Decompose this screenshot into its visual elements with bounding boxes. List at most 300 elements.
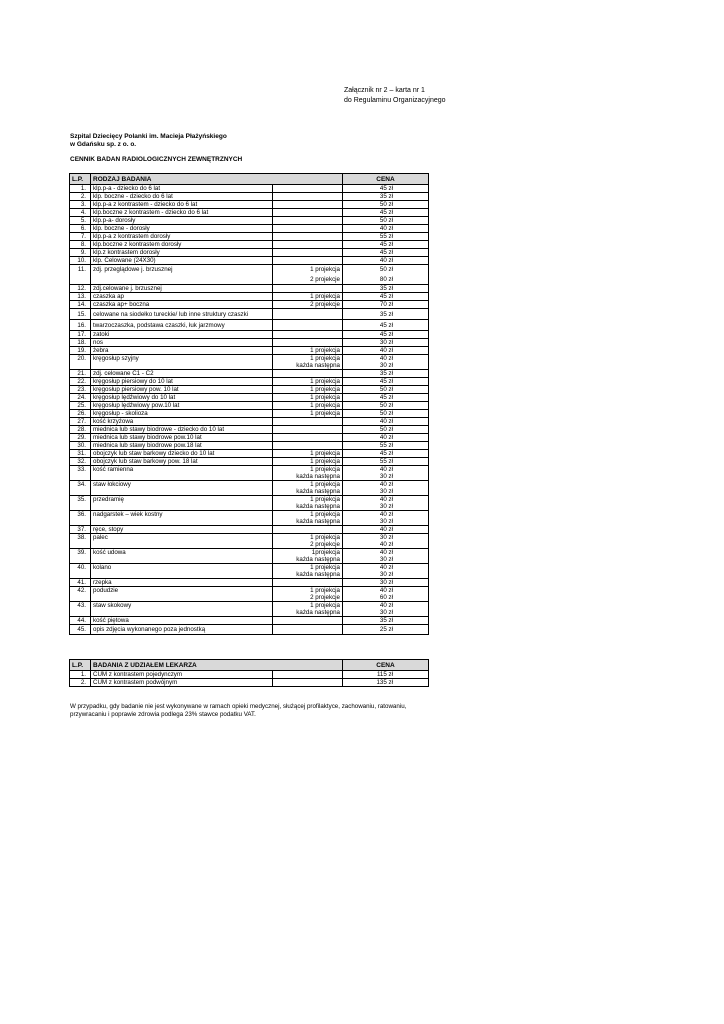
exam-name: przedramię — [91, 496, 273, 504]
row-number: 15. — [70, 309, 91, 320]
price-value: 55 zł — [343, 458, 429, 466]
projection-label: 1 projekcja — [273, 458, 343, 466]
table-row — [70, 193, 429, 201]
projection-label: 1 projekcja — [273, 355, 343, 363]
table-row — [70, 402, 429, 410]
table-row — [70, 355, 429, 363]
price-value: 50 zł — [343, 201, 429, 209]
table-row — [70, 378, 429, 386]
projection-label — [273, 434, 343, 442]
hospital-city: w Gdańsku sp. z o. o. — [70, 141, 137, 148]
table-row — [70, 265, 429, 275]
table-row — [70, 541, 429, 549]
price-value: 30 zł — [343, 518, 429, 526]
exam-name: kość krzyżowa — [91, 418, 273, 426]
row-number: 45. — [70, 625, 91, 635]
table-row — [70, 241, 429, 249]
projection-label: 1 projekcja — [273, 564, 343, 572]
price-value: 25 zł — [343, 625, 429, 635]
exam-name — [91, 571, 273, 579]
price-value: 30 zł — [343, 503, 429, 511]
projection-label: 1 projekcja — [273, 534, 343, 542]
exam-name: kręgosłup lędźwiowy pow.10 lat — [91, 402, 273, 410]
projection-label: 2 projekcje — [273, 594, 343, 602]
price-value: 30 zł — [343, 534, 429, 542]
projection-label: każda następna — [273, 518, 343, 526]
table-row — [70, 386, 429, 394]
table-row — [70, 587, 429, 595]
row-number: 3. — [70, 201, 91, 209]
price-value: 45 zł — [343, 320, 429, 331]
row-number: 11. — [70, 265, 91, 275]
projection-label — [273, 209, 343, 217]
row-number: 6. — [70, 225, 91, 233]
projection-label: każda następna — [273, 609, 343, 617]
projection-label: każda następna — [273, 362, 343, 370]
table-row — [70, 594, 429, 602]
table-row — [70, 418, 429, 426]
exam-name: CUM z kontrastem podwójnym — [91, 679, 273, 687]
table-row — [70, 488, 429, 496]
row-number — [70, 594, 91, 602]
exam-name: twarzoczaszka, podstawa czaszki, łuk jarzmowy — [91, 320, 273, 331]
price-value: 40 zł — [343, 511, 429, 519]
projection-label: każda następna — [273, 503, 343, 511]
price-value: 30 zł — [343, 579, 429, 587]
table-row — [70, 579, 429, 587]
price-value: 45 zł — [343, 241, 429, 249]
table-row — [70, 625, 429, 635]
projection-label: każda następna — [273, 473, 343, 481]
price-value: 35 zł — [343, 193, 429, 201]
exam-name: klp.p-a - dziecko do 6 lat — [91, 185, 273, 193]
row-number: 7. — [70, 233, 91, 241]
exam-name: palec — [91, 534, 273, 542]
price-value: 30 zł — [343, 473, 429, 481]
price-value: 35 zł — [343, 370, 429, 378]
table-row — [70, 201, 429, 209]
projection-label — [273, 426, 343, 434]
table-row — [70, 534, 429, 542]
projection-label — [273, 249, 343, 257]
table-row — [70, 233, 429, 241]
exam-name — [91, 362, 273, 370]
row-number: 10. — [70, 257, 91, 265]
table-row — [70, 209, 429, 217]
row-number: 39. — [70, 549, 91, 557]
exam-name: kręgosłup lędźwiowy do 10 lat — [91, 394, 273, 402]
radiology-price-table — [69, 173, 429, 635]
table-row — [70, 549, 429, 557]
exam-name: staw łokciowy — [91, 481, 273, 489]
row-number: 40. — [70, 564, 91, 572]
exam-type-header: BADANIA Z UDZIAŁEM LEKARZA — [91, 660, 343, 671]
exam-name: kręgosłup - skolioza — [91, 410, 273, 418]
exam-name: kość ramienna — [91, 466, 273, 474]
row-number — [70, 488, 91, 496]
table-row — [70, 285, 429, 293]
table-row — [70, 481, 429, 489]
price-value: 40 zł — [343, 549, 429, 557]
row-number — [70, 571, 91, 579]
price-value: 40 zł — [343, 564, 429, 572]
row-number: 34. — [70, 481, 91, 489]
lp-header: L.P. — [70, 660, 91, 671]
projection-label: 1 projekcja — [273, 394, 343, 402]
price-value: 40 zł — [343, 418, 429, 426]
row-number: 16. — [70, 320, 91, 331]
exam-name: miednica lub stawy biodrowe pow.18 lat — [91, 442, 273, 450]
price-value: 50 zł — [343, 426, 429, 434]
physician-exams-table — [69, 659, 429, 687]
table-row — [70, 503, 429, 511]
row-number: 17. — [70, 331, 91, 339]
price-value: 135 zł — [343, 679, 429, 687]
row-number: 30. — [70, 442, 91, 450]
table-row — [70, 394, 429, 402]
table-row — [70, 225, 429, 233]
projection-label: 1projekcja — [273, 549, 343, 557]
projection-label — [273, 309, 343, 320]
row-number: 32. — [70, 458, 91, 466]
row-number: 44. — [70, 617, 91, 625]
price-value: 50 zł — [343, 265, 429, 275]
exam-name: kręgosłup piersiowy pow. 10 lat — [91, 386, 273, 394]
table-row — [70, 339, 429, 347]
projection-label: 1 projekcja — [273, 410, 343, 418]
row-number: 42. — [70, 587, 91, 595]
exam-name: kręgosłup piersiowy do 10 lat — [91, 378, 273, 386]
price-value: 40 zł — [343, 481, 429, 489]
projection-label — [273, 217, 343, 225]
projection-label — [273, 418, 343, 426]
price-value: 50 zł — [343, 217, 429, 225]
lp-header: L.P. — [70, 174, 91, 185]
row-number: 28. — [70, 426, 91, 434]
exam-name: klp. boczne - dziecko do 6 lat — [91, 193, 273, 201]
row-number — [70, 556, 91, 564]
row-number: 43. — [70, 602, 91, 610]
table-row — [70, 602, 429, 610]
projection-label: 1 projekcja — [273, 402, 343, 410]
table-row — [70, 185, 429, 193]
exam-name: zatoki — [91, 331, 273, 339]
exam-name: kość piętowa — [91, 617, 273, 625]
price-value: 40 zł — [343, 434, 429, 442]
table-row — [70, 442, 429, 450]
price-value: 45 zł — [343, 209, 429, 217]
price-value: 40 zł — [343, 225, 429, 233]
table-row — [70, 217, 429, 225]
exam-name: rzepka — [91, 579, 273, 587]
projection-label — [273, 442, 343, 450]
exam-name: nadgarstek – wiek kostny — [91, 511, 273, 519]
price-value: 30 zł — [343, 571, 429, 579]
price-value: 70 zł — [343, 301, 429, 309]
exam-name: obojczyk lub staw barkowy dziecko do 10 lat — [91, 450, 273, 458]
row-number: 35. — [70, 496, 91, 504]
table-row — [70, 609, 429, 617]
projection-label: 1 projekcja — [273, 466, 343, 474]
table-row — [70, 320, 429, 331]
table-row — [70, 331, 429, 339]
table-row — [70, 617, 429, 625]
price-value: 50 zł — [343, 386, 429, 394]
exam-name: kolano — [91, 564, 273, 572]
projection-label: 2 projekcje — [273, 541, 343, 549]
exam-name: zdj.celowane j. brzusznej — [91, 285, 273, 293]
price-value: 40 zł — [343, 355, 429, 363]
row-number: 12. — [70, 285, 91, 293]
exam-name: żebra — [91, 347, 273, 355]
exam-name: klp.p-a- dorosły — [91, 217, 273, 225]
price-value: 115 zł — [343, 671, 429, 679]
projection-label: 1 projekcja — [273, 496, 343, 504]
row-number — [70, 362, 91, 370]
row-number — [70, 275, 91, 285]
projection-label — [273, 185, 343, 193]
price-value: 45 zł — [343, 293, 429, 301]
projection-label — [273, 233, 343, 241]
exam-name: klp.z kontrastem dorosły — [91, 249, 273, 257]
projection-label: 1 projekcja — [273, 511, 343, 519]
price-value: 35 zł — [343, 285, 429, 293]
annex-reference: do Regulaminu Organizacyjnego — [344, 97, 446, 104]
exam-name: kość udowa — [91, 549, 273, 557]
exam-name: klp.boczne z kontrastem - dziecko do 6 lat — [91, 209, 273, 217]
projection-label: 1 projekcja — [273, 347, 343, 355]
price-value: 40 zł — [343, 602, 429, 610]
projection-label: każda następna — [273, 571, 343, 579]
projection-label: 1 projekcja — [273, 378, 343, 386]
table-row — [70, 301, 429, 309]
row-number: 31. — [70, 450, 91, 458]
row-number — [70, 541, 91, 549]
hospital-name: Szpital Dziecięcy Polanki im. Macieja Płażyńskiego — [70, 133, 227, 140]
price-value: 30 zł — [343, 609, 429, 617]
projection-label — [273, 257, 343, 265]
row-number: 13. — [70, 293, 91, 301]
exam-name — [91, 473, 273, 481]
table-row — [70, 511, 429, 519]
row-number: 5. — [70, 217, 91, 225]
exam-name: miednica lub stawy biodrowe - dziecko do 10 lat — [91, 426, 273, 434]
exam-name: kręgosłup szyjny — [91, 355, 273, 363]
price-value: 45 zł — [343, 249, 429, 257]
projection-label — [273, 241, 343, 249]
price-value: 80 zł — [343, 275, 429, 285]
row-number: 27. — [70, 418, 91, 426]
price-value: 45 zł — [343, 331, 429, 339]
price-value: 35 zł — [343, 617, 429, 625]
row-number: 41. — [70, 579, 91, 587]
price-value: 40 zł — [343, 257, 429, 265]
row-number: 18. — [70, 339, 91, 347]
table-row — [70, 458, 429, 466]
price-list-title: CENNIK BADAN RADIOLOGICZNYCH ZEWNĘTRZNYCH — [70, 156, 243, 163]
exam-name: klp. boczne - dorosły — [91, 225, 273, 233]
price-value: 40 zł — [343, 347, 429, 355]
projection-label — [273, 625, 343, 635]
exam-name: CUM z kontrastem pojedynczym — [91, 671, 273, 679]
row-number — [70, 473, 91, 481]
row-number: 2. — [70, 193, 91, 201]
projection-label — [273, 339, 343, 347]
row-number: 8. — [70, 241, 91, 249]
price-value: 55 zł — [343, 233, 429, 241]
table-row — [70, 518, 429, 526]
row-number — [70, 503, 91, 511]
row-number: 25. — [70, 402, 91, 410]
table-row — [70, 434, 429, 442]
price-value: 40 zł — [343, 526, 429, 534]
projection-label — [273, 671, 343, 679]
row-number: 19. — [70, 347, 91, 355]
row-number: 38. — [70, 534, 91, 542]
table-row — [70, 309, 429, 320]
row-number — [70, 518, 91, 526]
row-number: 29. — [70, 434, 91, 442]
exam-name — [91, 541, 273, 549]
table-row — [70, 496, 429, 504]
projection-label — [273, 579, 343, 587]
table-row — [70, 473, 429, 481]
projection-label — [273, 225, 343, 233]
projection-label — [273, 331, 343, 339]
projection-label: 1 projekcja — [273, 386, 343, 394]
exam-name: nos — [91, 339, 273, 347]
price-value: 60 zł — [343, 594, 429, 602]
row-number: 24. — [70, 394, 91, 402]
row-number: 26. — [70, 410, 91, 418]
projection-label: 1 projekcja — [273, 602, 343, 610]
price-value: 30 zł — [343, 556, 429, 564]
annex-label: Załącznik nr 2 – karta nr 1 — [344, 87, 425, 94]
price-value: 40 zł — [343, 541, 429, 549]
exam-name: ręce, stopy — [91, 526, 273, 534]
table-row — [70, 426, 429, 434]
table-row — [70, 410, 429, 418]
exam-type-header: RODZAJ BADANIA — [91, 174, 343, 185]
projection-label: 1 projekcja — [273, 450, 343, 458]
projection-label — [273, 320, 343, 331]
exam-name — [91, 556, 273, 564]
table-row — [70, 571, 429, 579]
row-number: 2. — [70, 679, 91, 687]
row-number: 21. — [70, 370, 91, 378]
row-number — [70, 609, 91, 617]
table-row — [70, 293, 429, 301]
projection-label — [273, 370, 343, 378]
price-header: CENA — [343, 660, 429, 671]
exam-name — [91, 594, 273, 602]
exam-name — [91, 275, 273, 285]
row-number: 20. — [70, 355, 91, 363]
table-row — [70, 526, 429, 534]
row-number: 22. — [70, 378, 91, 386]
table-row — [70, 679, 429, 687]
price-value: 45 zł — [343, 378, 429, 386]
table-row — [70, 257, 429, 265]
price-value: 30 zł — [343, 362, 429, 370]
table-row — [70, 249, 429, 257]
projection-label — [273, 679, 343, 687]
exam-name: staw skokowy — [91, 602, 273, 610]
price-value: 45 zł — [343, 394, 429, 402]
exam-name: podudzie — [91, 587, 273, 595]
exam-name: obojczyk lub staw barkowy pow. 18 lat — [91, 458, 273, 466]
row-number: 36. — [70, 511, 91, 519]
exam-name: klp.p-a z kontrastem - dziecko do 6 lat — [91, 201, 273, 209]
price-header: CENA — [343, 174, 429, 185]
exam-name: klp.boczne z kontrastem dorosły — [91, 241, 273, 249]
exam-name — [91, 518, 273, 526]
price-value: 45 zł — [343, 450, 429, 458]
projection-label — [273, 285, 343, 293]
projection-label: każda następna — [273, 556, 343, 564]
price-value: 30 zł — [343, 339, 429, 347]
row-number: 33. — [70, 466, 91, 474]
exam-name: klp. Celowane (24X30) — [91, 257, 273, 265]
row-number: 14. — [70, 301, 91, 309]
exam-name: opis zdjęcia wykonanego poza jednostką — [91, 625, 273, 635]
exam-name: miednica lub stawy biodrowe pow.10 lat — [91, 434, 273, 442]
row-number: 1. — [70, 185, 91, 193]
exam-name — [91, 488, 273, 496]
projection-label: 2 projekcje — [273, 275, 343, 285]
exam-name: czaszka ap+ boczna — [91, 301, 273, 309]
row-number: 1. — [70, 671, 91, 679]
price-value: 40 zł — [343, 496, 429, 504]
projection-label — [273, 201, 343, 209]
table-row — [70, 450, 429, 458]
table-row — [70, 347, 429, 355]
price-value: 40 zł — [343, 466, 429, 474]
row-number: 37. — [70, 526, 91, 534]
projection-label: 1 projekcja — [273, 587, 343, 595]
price-value: 40 zł — [343, 587, 429, 595]
projection-label: 2 projekcje — [273, 301, 343, 309]
price-value: 30 zł — [343, 488, 429, 496]
exam-name: klp.p-a z kontrastem dorosły — [91, 233, 273, 241]
table-row — [70, 362, 429, 370]
exam-name: czaszka ap — [91, 293, 273, 301]
table-row — [70, 556, 429, 564]
table-row — [70, 564, 429, 572]
vat-note: W przypadku, gdy badanie nie jest wykonywane w ramach opieki medycznej, służącej profilaktyce, zachowaniu, ratowaniu, przywracaniu i poprawie zdrowia podlega 23% stawce podatku VAT. — [70, 703, 407, 718]
exam-name: zdj. przeglądowe j. brzusznej — [91, 265, 273, 275]
projection-label — [273, 526, 343, 534]
projection-label: 1 projekcja — [273, 293, 343, 301]
table-row — [70, 671, 429, 679]
row-number: 23. — [70, 386, 91, 394]
exam-name: zdj. celowane C1 - C2 — [91, 370, 273, 378]
projection-label: każda następna — [273, 488, 343, 496]
price-value: 55 zł — [343, 442, 429, 450]
exam-name — [91, 609, 273, 617]
projection-label — [273, 617, 343, 625]
projection-label: 1 projekcja — [273, 481, 343, 489]
price-value: 35 zł — [343, 309, 429, 320]
price-value: 45 zł — [343, 185, 429, 193]
table-row — [70, 275, 429, 285]
price-value: 50 zł — [343, 402, 429, 410]
exam-name: celowane na siodełko tureckie/ lub inne struktury czaszki — [91, 309, 273, 320]
projection-label: 1 projekcja — [273, 265, 343, 275]
row-number: 9. — [70, 249, 91, 257]
projection-label — [273, 193, 343, 201]
row-number: 4. — [70, 209, 91, 217]
